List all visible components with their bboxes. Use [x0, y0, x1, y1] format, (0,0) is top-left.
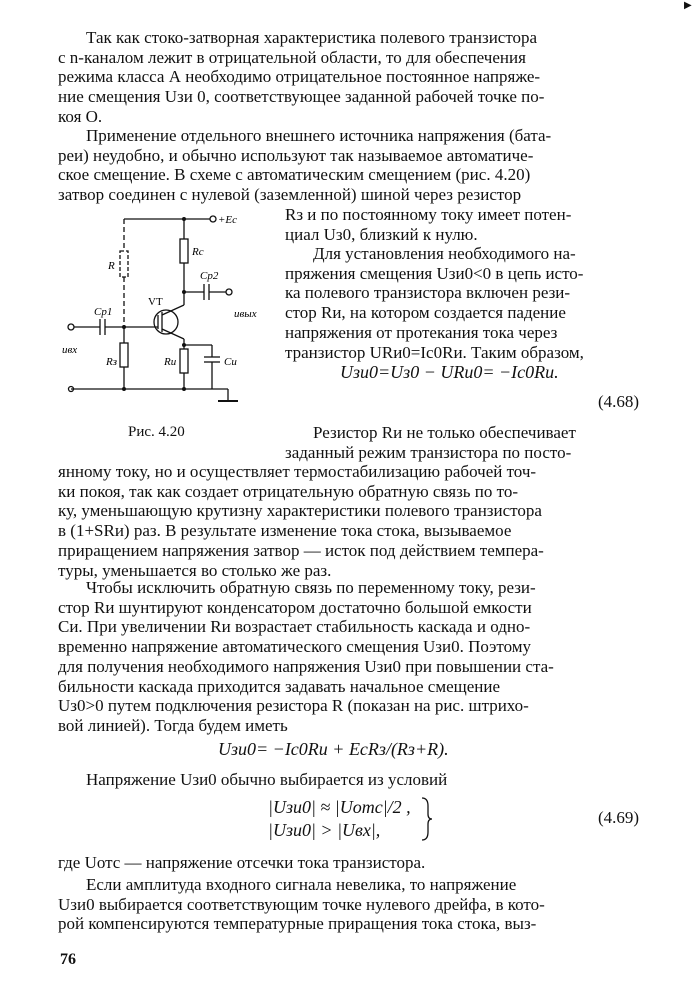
output-terminal: [226, 289, 232, 295]
text-line: ское смещение. В схеме с автоматическим смещением (рис. 4.20): [58, 165, 531, 185]
text-line: Uзи0 выбирается соответствующим точке нулевого дрейфа, в кото-: [58, 894, 545, 914]
label-ci: Cи: [224, 356, 237, 368]
text-line: заданный режим транзистора по посто-: [285, 442, 572, 462]
text-line: ку, уменьшающую крутизну характеристики полевого транзистора: [58, 501, 542, 521]
text-line: вой линией). Тогда будем иметь: [58, 715, 288, 735]
label-rc: Rc: [192, 246, 204, 258]
label-cp2: Cр2: [200, 270, 219, 282]
paragraph-5: [58, 578, 650, 736]
text-line: циал Uз0, близкий к нулю.: [285, 224, 478, 244]
text-line: ки покоя, так как создает отрицательную обратную связь по то-: [58, 481, 519, 501]
text-line: бильности каскада приходится задавать начальное смещение: [58, 676, 501, 696]
text-line: реи) неудобно, и обычно используют так называемое автоматиче-: [58, 145, 534, 165]
figure-caption: Рис. 4.20: [128, 424, 185, 440]
figure-4-20: [58, 205, 268, 415]
paragraph-1: [58, 28, 650, 127]
text-line: приращением напряжения затвор — исток под действием темпера-: [58, 540, 544, 560]
text-line: коя O.: [58, 106, 103, 126]
formula-4-69-a: |Uзи0| ≈ |Uотс|/2 ,: [268, 797, 411, 817]
label-uin: uвх: [62, 344, 78, 356]
supply-terminal: [210, 216, 216, 222]
text-line: где Uотс — напряжение отсечки тока транзистора.: [58, 853, 426, 872]
paragraph-8: [58, 875, 650, 934]
paragraph-2: [58, 126, 650, 205]
paragraph-4: [58, 462, 650, 580]
text-line: Для установления необходимого на-: [313, 244, 576, 263]
label-uout: uвых: [234, 308, 257, 320]
text-line: янному току, но и осуществляет термостабилизацию рабочей точ-: [58, 462, 537, 481]
text-line: с n-каналом лежит в отрицательной области, то для обеспечения: [58, 47, 526, 67]
text-line: Cи. При увеличении Rи возрастает стабильность каскада и одно-: [58, 617, 531, 637]
text-line: напряжения от протекания тока через: [285, 322, 558, 342]
text-line: Применение отдельного внешнего источника напряжения (бата-: [86, 126, 552, 145]
label-ri: Rи: [164, 356, 177, 368]
circuit-diagram: [58, 205, 268, 410]
label-vt: VT: [148, 296, 163, 308]
label-r: R: [108, 260, 115, 272]
text-line: Резистор Rи не только обеспечивает: [313, 423, 576, 442]
text-line: рой компенсируются температурные приращения тока стока, выз-: [58, 914, 537, 934]
paragraph-4-side: [285, 423, 650, 462]
text-line: Rз и по постоянному току имеет потен-: [285, 205, 572, 224]
resistor-rc: [180, 239, 188, 263]
text-line: Так как стоко-затворная характеристика полевого транзистора: [86, 28, 538, 47]
text-line: затвор соединен с нулевой (заземленной) шиной через резистор: [58, 185, 522, 205]
right-brace-icon: [420, 796, 434, 842]
label-rz: Rз: [106, 356, 118, 368]
paragraph-7: [58, 853, 650, 873]
text-line: пряжения смещения Uзи0<0 в цепь исто-: [285, 263, 584, 283]
text-line: ка полевого транзистора включен рези-: [285, 283, 571, 303]
equation-number-4-69: (4.69): [598, 808, 640, 827]
text-line: Чтобы исключить обратную связь по переменному току, рези-: [86, 578, 536, 597]
text-line: стор Rи шунтируют конденсатором достаточно большой емкости: [58, 597, 532, 617]
text-line: Если амплитуда входного сигнала невелика, то напряжение: [86, 875, 517, 894]
formula-4-68: Uзи0=Uз0 − URи0= −Iс0Rи.: [340, 362, 559, 382]
formula-4-69-b: |Uзи0| > |Uвх|,: [268, 820, 381, 840]
paragraph-6: [58, 770, 650, 790]
text-line: для получения необходимого напряжения Uзи0 при повышении ста-: [58, 656, 554, 676]
equation-number-4-68: (4.68): [598, 392, 640, 411]
text-line: в (1+SRи) раз. В результате изменение тока стока, вызываемое: [58, 521, 512, 541]
formula-bias: Uзи0= −Iс0Rи + EcRз/(Rз+R).: [218, 739, 449, 759]
input-terminal: [68, 324, 74, 330]
text-line: режима класса А необходимо отрицательное постоянное напряже-: [58, 67, 541, 87]
corner-marker-icon: ▶: [684, 0, 692, 11]
text-line: стор Rи, на котором создается падение: [285, 303, 566, 323]
resistor-rz: [120, 343, 128, 367]
text-line: ние смещения Uзи 0, соответствующее заданной рабочей точке по-: [58, 87, 545, 107]
page-number: 76: [60, 951, 76, 968]
text-line: Напряжение Uзи0 обычно выбирается из условий: [86, 770, 448, 789]
text-line: туры, уменьшается во столько же раз.: [58, 560, 332, 580]
resistor-r: [120, 251, 128, 277]
resistor-ri: [180, 349, 188, 373]
text-line: транзистор URи0=Iс0Rи. Таким образом,: [285, 342, 584, 362]
paragraph-3-side: [285, 244, 650, 362]
label-cp1: Cр1: [94, 306, 113, 318]
text-line: временно напряжение автоматического смещения Uзи0. Поэтому: [58, 637, 532, 657]
label-supply: +Ec: [218, 214, 238, 226]
text-line: Uз0>0 путем подключения резистора R (показан на рис. штрихо-: [58, 696, 529, 716]
paragraph-2-side: [285, 205, 650, 244]
